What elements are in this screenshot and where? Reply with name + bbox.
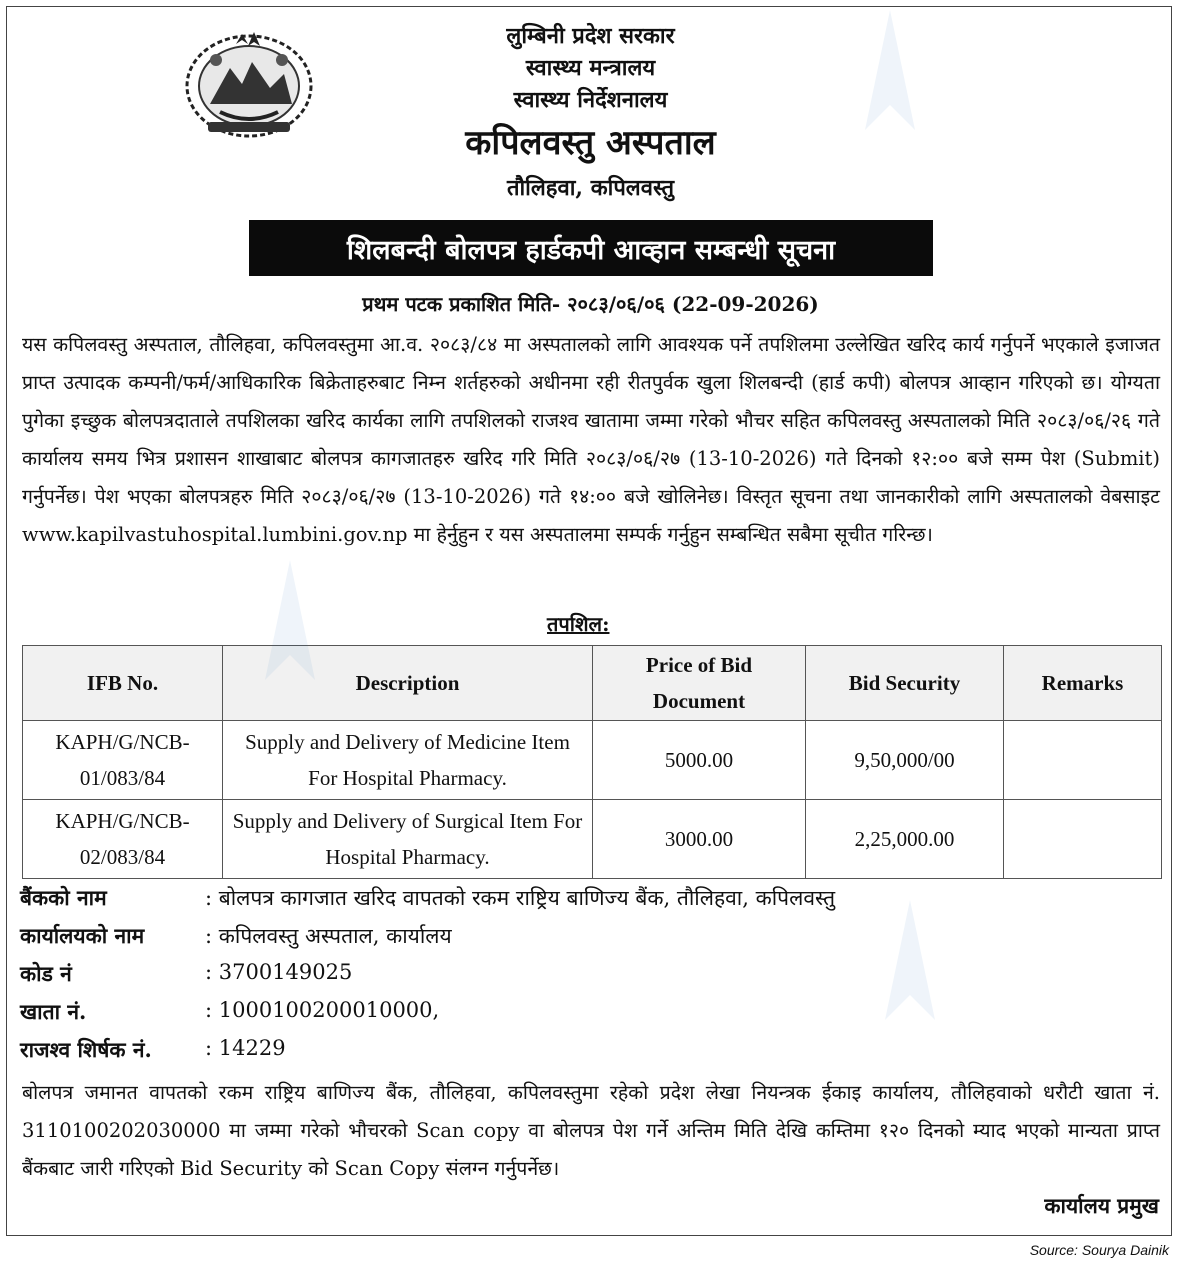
bid-table xyxy=(22,645,1162,879)
notice-title-banner xyxy=(249,220,933,276)
notice-body: यस कपिलवस्तु अस्पताल, तौलिहवा, कपिलवस्तुमा आ.व. २०८३/८४ मा अस्पतालको लागि आवश्यक पर्ने तपशिलमा उल्लेखित खरिद कार्य गर्नुपर्ने भएकाले इजाजत प्राप्त उत्पादक कम्पनी/फर्म/आधिकारिक बिक्रेताहरुबाट निम्न शर्तहरुको अधीनमा रही रीतपुर्वक खुला शिलबन्दी (हार्ड कपी) बोलपत्र आव्हान गरिएको छ। योग्यता पुगेका इच्छुक बोलपत्रदाताले तपशिलका खरिद कार्यका लागि तपशिलको राजश्व खातामा जम्मा गरेको भौचर सहित कपिलवस्तु अस्पतालको मिति २०८३/०६/२६ गते कार्यालय समय भित्र प्रशासन शाखाबाट बोलपत्र कागजातहरु खरिद गरि मिति २०८३/०६/२७ (13-10-2026) गते दिनको १२:०० बजे सम्म पेश (Submit) गर्नुपर्नेछ। पेश भएका बोलपत्रहरु मिति २०८३/०६/२७ (13-10-2026) गते १४:०० बजे खोलिनेछ। विस्तृत सूचना तथा जानकारीको लागि अस्पतालको वेबसाइट www.kapilvastuhospital.lumbini.gov.np मा हेर्नुहुन र यस अस्पतालमा सम्पर्क गर्नुहुन सम्बन्धित सबैमा सूचीत गरिन्छ। xyxy=(22,333,1161,546)
info-value: : 3700149025 xyxy=(205,960,353,984)
cell-bid-security: 2,25,000.00 xyxy=(806,800,1004,879)
source-credit: Source: Sourya Dainik xyxy=(1029,1242,1169,1258)
info-value: : कपिलवस्तु अस्पताल, कार्यालय xyxy=(205,924,452,948)
header-price-of-bid-document: Price of Bid Document xyxy=(593,646,806,721)
signature-office-chief: कार्यालय प्रमुख xyxy=(1044,1193,1159,1218)
cell-price: 3000.00 xyxy=(593,800,806,879)
header-description: Description xyxy=(223,646,593,721)
schedule-title: तपशिल: xyxy=(547,612,610,636)
info-label: कार्यालयको नाम xyxy=(20,923,145,948)
info-value: : बोलपत्र कागजात खरिद वापतको रकम राष्ट्रिय बाणिज्य बैंक, तौलिहवा, कपिलवस्तु xyxy=(205,886,836,910)
directorate-name: स्वास्थ्य निर्देशनालय xyxy=(513,87,668,113)
province-government: लुम्बिनी प्रदेश सरकार xyxy=(506,23,675,49)
cell-ifb-no: KAPH/G/NCB-01/083/84 xyxy=(23,721,223,800)
info-label: राजश्व शिर्षक नं. xyxy=(20,1037,152,1062)
info-value: : 1000100200010000, xyxy=(205,998,440,1022)
office-location: तौलिहवा, कपिलवस्तु xyxy=(506,175,675,201)
info-label: बैंकको नाम xyxy=(20,885,107,910)
info-label: खाता नं. xyxy=(20,999,87,1024)
table-row xyxy=(23,800,1162,879)
info-value: : 14229 xyxy=(205,1036,286,1060)
cell-remarks xyxy=(1004,721,1162,800)
cell-description: Supply and Delivery of Medicine Item For Hospital Pharmacy. xyxy=(223,721,593,800)
table-header-row xyxy=(23,646,1162,721)
cell-remarks xyxy=(1004,800,1162,879)
header-ifb-no: IFB No. xyxy=(23,646,223,721)
table-row xyxy=(23,721,1162,800)
header-bid-security: Bid Security xyxy=(806,646,1004,721)
bid-security-note: बोलपत्र जमानत वापतको रकम राष्ट्रिय बाणिज्य बैंक, तौलिहवा, कपिलवस्तुमा रहेको प्रदेश लेखा नियन्त्रक ईकाइ कार्यालय, तौलिहवाको धरौटी खाता नं. 3110100202030000 मा जम्मा गरेको भौचरको Scan copy वा बोलपत्र पेश गर्ने अन्तिम मिति देखि कम्तिमा १२० दिनको म्याद भएको मान्यता प्राप्त बैंकबाट जारी गरिएको Bid Security को Scan Copy संलग्न गर्नुपर्नेछ। xyxy=(22,1081,1160,1180)
cell-ifb-no: KAPH/G/NCB-02/083/84 xyxy=(23,800,223,879)
info-label: कोड नं xyxy=(20,961,72,986)
cell-price: 5000.00 xyxy=(593,721,806,800)
notice-title: शिलबन्दी बोलपत्र हार्डकपी आव्हान सम्बन्धी सूचना xyxy=(346,234,836,266)
header-remarks: Remarks xyxy=(1004,646,1162,721)
ministry-name: स्वास्थ्य मन्त्रालय xyxy=(525,55,656,81)
office-name: कपिलवस्तु अस्पताल xyxy=(465,123,716,163)
cell-bid-security: 9,50,000/00 xyxy=(806,721,1004,800)
publish-date: प्रथम पटक प्रकाशित मिति- २०८३/०६/०६ (22-09-2026) xyxy=(362,292,819,316)
cell-description: Supply and Delivery of Surgical Item For Hospital Pharmacy. xyxy=(223,800,593,879)
